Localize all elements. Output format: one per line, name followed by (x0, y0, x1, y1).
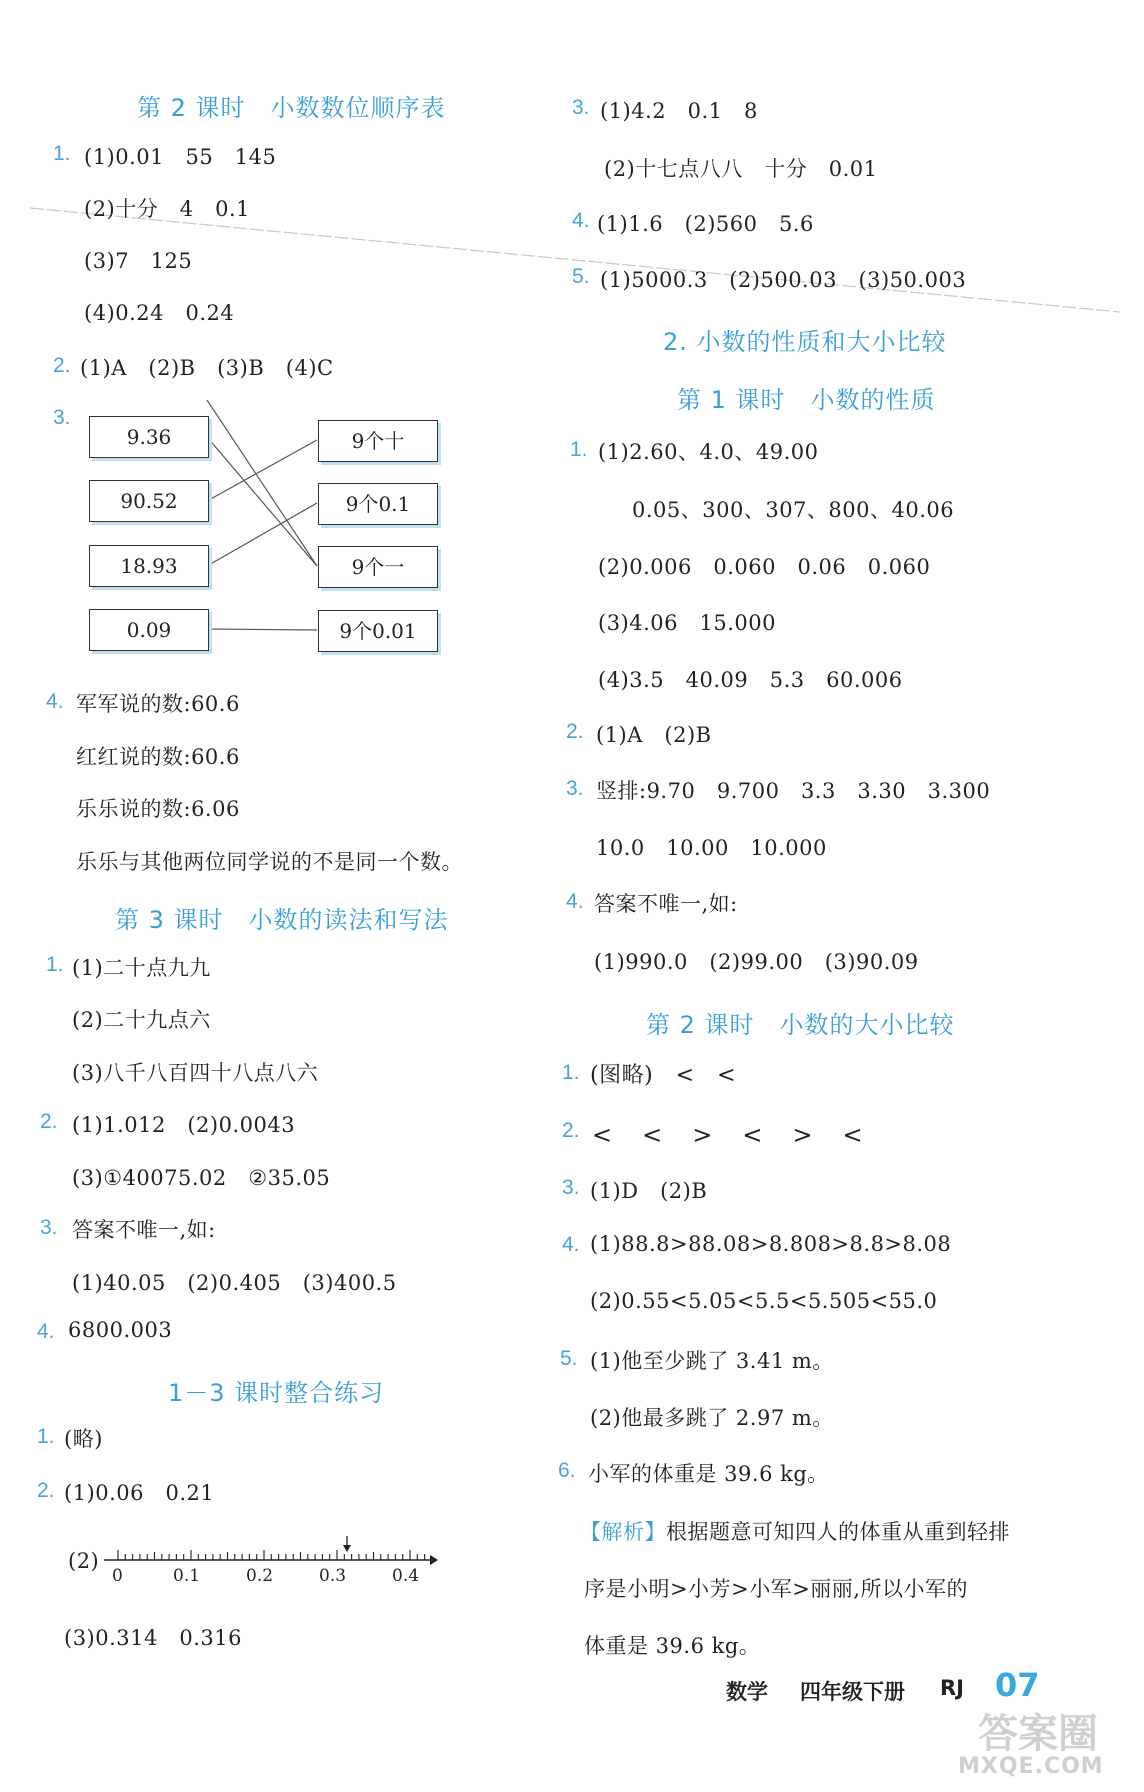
answer-line: (4)0.24 0.24 (84, 301, 235, 325)
answer-line: (1)他至少跳了 3.41 m。 (590, 1349, 834, 1373)
question-number: 2. (562, 1119, 580, 1142)
question-number: 5. (560, 1347, 578, 1370)
answer-line: 10.0 10.00 10.000 (596, 836, 827, 860)
answer-line: 小军的体重是 39.6 kg。 (588, 1462, 829, 1486)
question-number: 1. (46, 953, 64, 976)
question-number: 3. (53, 406, 71, 429)
question-number: 3. (572, 96, 590, 119)
answer-line: (1)0.06 0.21 (64, 1481, 215, 1505)
match-box-right: 9个0.1 (318, 483, 438, 525)
answer-line: 红红说的数:60.6 (76, 745, 240, 769)
answer-line: 答案不唯一,如: (72, 1218, 216, 1242)
analysis-text: 根据题意可知四人的体重从重到轻排 (666, 1520, 1010, 1544)
answer-line: 0.05、300、307、800、40.06 (632, 498, 955, 522)
answer-line: (2)0.55<5.05<5.5<5.505<55.0 (590, 1289, 938, 1313)
question-number: 3. (566, 777, 584, 800)
answer-line: (1)D (2)B (590, 1179, 708, 1203)
match-box-left: 90.52 (89, 480, 209, 522)
answer-line: 6800.003 (68, 1318, 173, 1342)
match-box-left: 9.36 (89, 416, 209, 458)
question-number: 6. (558, 1459, 576, 1482)
answer-line: (2) (68, 1549, 100, 1573)
tick-label: 0.3 (319, 1566, 347, 1586)
unit-title: 2. 小数的性质和大小比较 (663, 328, 947, 356)
match-line (207, 440, 317, 501)
answer-line: (1)4.2 0.1 8 (600, 99, 758, 123)
match-box-right: 9个十 (318, 420, 438, 462)
answer-line: (2)他最多跳了 2.97 m。 (590, 1406, 834, 1430)
answer-line: (1)990.0 (2)99.00 (3)90.09 (594, 950, 919, 974)
question-number: 3. (562, 1176, 580, 1199)
question-number: 4. (572, 209, 590, 232)
answer-line: (1)1.012 (2)0.0043 (72, 1113, 296, 1137)
arrow-marker-head (343, 1545, 351, 1552)
match-line (207, 503, 317, 566)
match-line (207, 400, 317, 566)
section-title-lesson-3: 第 3 课时 小数的读法和写法 (115, 906, 449, 934)
answer-line: 乐乐与其他两位同学说的不是同一个数。 (76, 850, 463, 874)
answer-line: (1)2.60、4.0、49.00 (598, 440, 819, 464)
watermark-url: MXQE.COM (958, 1754, 1104, 1779)
answer-line: (3)0.314 0.316 (64, 1626, 242, 1650)
analysis-tag: 【解析】 (580, 1520, 666, 1544)
answer-line: (3)4.06 15.000 (598, 611, 776, 635)
tick-label: 0.1 (173, 1566, 201, 1586)
footer-edition: RJ (940, 1676, 964, 1700)
section-title-lesson-1: 第 1 课时 小数的性质 (677, 386, 936, 414)
answer-line: (3)①40075.02 ②35.05 (72, 1166, 331, 1190)
footer-grade: 四年级下册 (800, 1680, 905, 1704)
question-number: 2. (37, 1479, 55, 1502)
answer-line: (1)1.6 (2)560 5.6 (597, 212, 814, 236)
page-number: 07 (995, 1666, 1040, 1704)
answer-line: (2)十七点八八 十分 0.01 (604, 157, 878, 181)
answer-line: < < > < > < (592, 1121, 866, 1149)
section-title-lesson-2: 第 2 课时 小数数位顺序表 (137, 94, 446, 122)
answer-line: 乐乐说的数:6.06 (76, 797, 240, 821)
question-number: 1. (562, 1061, 580, 1084)
answer-line: (1)0.01 55 145 (84, 145, 277, 169)
answer-line: (1)二十点九九 (72, 956, 211, 980)
answer-line: (1)A (2)B (596, 723, 712, 747)
question-number: 4. (46, 690, 64, 713)
question-number: 1. (53, 142, 71, 165)
match-box-right: 9个一 (318, 546, 438, 588)
question-number: 2. (566, 720, 584, 743)
answer-line: 竖排:9.70 9.700 3.3 3.30 3.300 (596, 779, 991, 803)
answer-line: (1)5000.3 (2)500.03 (3)50.003 (600, 268, 967, 292)
question-number: 3. (40, 1216, 58, 1239)
question-number: 4. (37, 1320, 55, 1343)
answer-line: (2)0.006 0.060 0.06 0.060 (598, 555, 931, 579)
answer-line: 答案不唯一,如: (594, 892, 738, 916)
watermark-logo: 答案圈 (978, 1711, 1098, 1757)
answer-line: (1)40.05 (2)0.405 (3)400.5 (72, 1271, 397, 1295)
analysis-line (580, 1516, 1010, 1546)
answer-line: (3)八千八百四十八点八六 (72, 1061, 319, 1085)
match-line (207, 629, 317, 630)
footer-subject: 数学 (726, 1680, 768, 1704)
match-line (207, 437, 317, 566)
answer-line: (3)7 125 (84, 249, 193, 273)
analysis-line: 序是小明>小芳>小军>丽丽,所以小军的 (584, 1577, 968, 1601)
tick-label: 0.2 (246, 1566, 274, 1586)
answer-line: (2)二十九点六 (72, 1008, 211, 1032)
question-number: 1. (570, 438, 588, 461)
answer-line: (4)3.5 40.09 5.3 60.006 (598, 668, 903, 692)
question-number: 4. (566, 890, 584, 913)
question-number: 2. (40, 1110, 58, 1133)
section-title-lesson-2b: 第 2 课时 小数的大小比较 (646, 1011, 955, 1039)
question-number: 4. (562, 1233, 580, 1256)
match-box-right: 9个0.01 (318, 610, 438, 652)
question-number: 1. (37, 1425, 55, 1448)
answer-line: (图略) < < (590, 1063, 737, 1088)
answer-line: 军军说的数:60.6 (76, 692, 240, 716)
tick-label: 0 (112, 1566, 123, 1586)
answer-line: (1)A (2)B (3)B (4)C (80, 356, 334, 380)
question-number: 5. (572, 265, 590, 288)
analysis-line: 体重是 39.6 kg。 (584, 1634, 761, 1658)
answer-line: (2)十分 4 0.1 (84, 197, 251, 221)
question-number: 2. (53, 354, 71, 377)
section-title-review: 1－3 课时整合练习 (168, 1379, 385, 1407)
answer-line: (1)88.8>88.08>8.808>8.8>8.08 (590, 1232, 952, 1256)
match-box-left: 0.09 (89, 609, 209, 651)
answer-line: (略) (64, 1427, 103, 1451)
match-box-left: 18.93 (89, 545, 209, 587)
tick-label: 0.4 (392, 1566, 420, 1586)
